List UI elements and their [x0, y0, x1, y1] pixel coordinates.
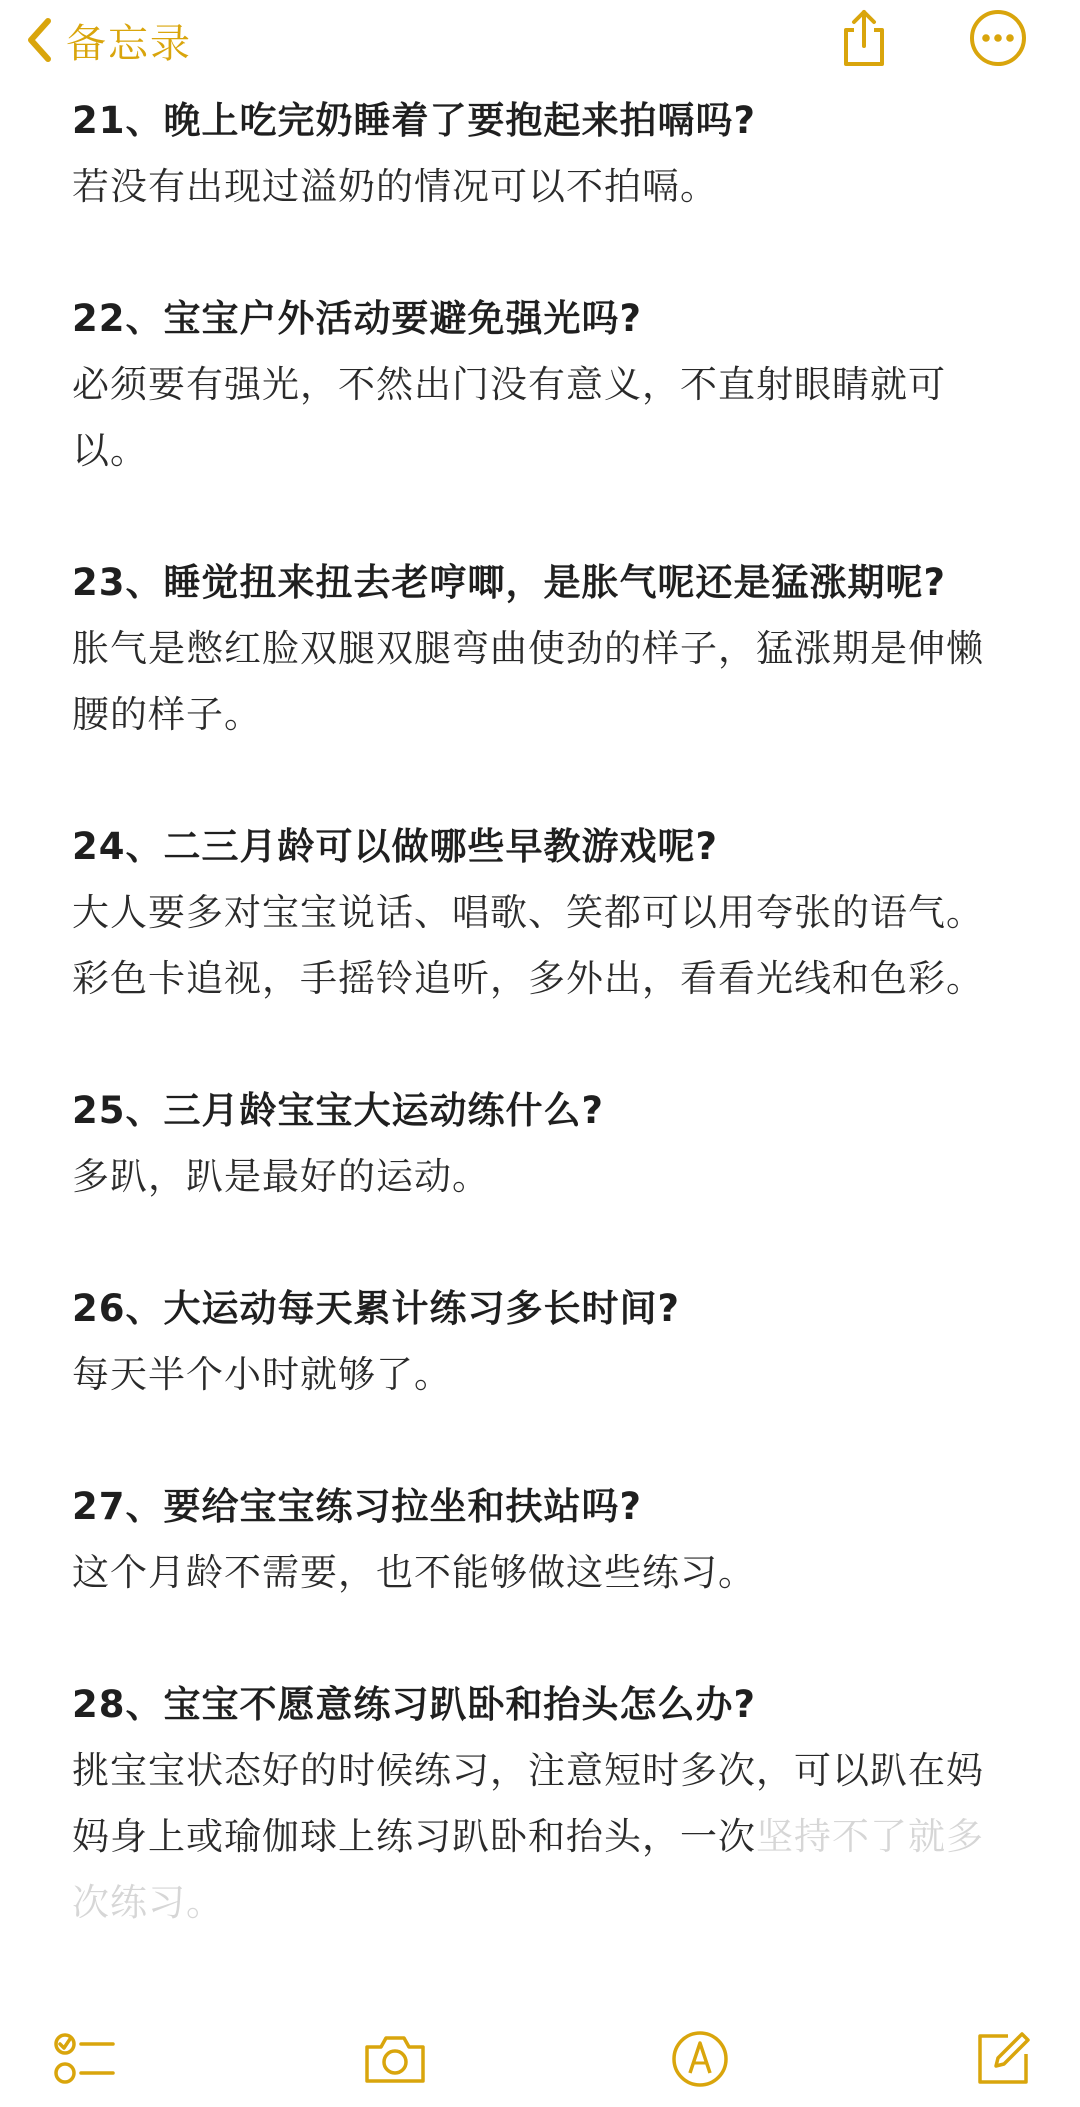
note-item: [72, 1276, 1012, 1408]
note-answer-text: 挑宝宝状态好的时候练习，注意短时多次，可以趴在妈妈身上或瑜伽球上练习趴卧和抬头，一次: [72, 1749, 984, 1858]
note-answer: [72, 1738, 1012, 1936]
share-button[interactable]: [832, 8, 896, 72]
note-answer-faded-text: 坚持不了就多次练习。: [72, 1815, 984, 1924]
checklist-icon: [53, 2029, 117, 2093]
back-label: 备忘录: [66, 20, 192, 67]
ellipsis-circle-icon: [969, 9, 1027, 71]
top-nav-bar: [0, 0, 1080, 80]
camera-button[interactable]: [360, 2026, 430, 2096]
note-question: 26、大运动每天累计练习多长时间?: [72, 1287, 680, 1330]
note-item: [72, 286, 1012, 484]
note-answer: 必须要有强光，不然出门没有意义，不直射眼睛就可以。: [72, 363, 946, 472]
note-content[interactable]: [72, 88, 1012, 2002]
note-question: 23、睡觉扭来扭去老哼唧，是胀气呢还是猛涨期呢?: [72, 561, 946, 604]
camera-icon: [361, 2031, 429, 2091]
note-question: 28、宝宝不愿意练习趴卧和抬头怎么办?: [72, 1683, 756, 1726]
note-question: 25、三月龄宝宝大运动练什么?: [72, 1089, 604, 1132]
checklist-button[interactable]: [50, 2026, 120, 2096]
back-button[interactable]: [26, 10, 192, 70]
note-item: [72, 1078, 1012, 1210]
note-question: 21、晚上吃完奶睡着了要抱起来拍嗝吗?: [72, 99, 756, 142]
note-answer: 每天半个小时就够了。: [72, 1353, 452, 1396]
markup-pen-icon: [670, 2029, 730, 2093]
note-item: [72, 1672, 1012, 1936]
note-question: 22、宝宝户外活动要避免强光吗?: [72, 297, 642, 340]
note-answer: 这个月龄不需要，也不能够做这些练习。: [72, 1551, 756, 1594]
note-question: 27、要给宝宝练习拉坐和扶站吗?: [72, 1485, 642, 1528]
markup-button[interactable]: [665, 2026, 735, 2096]
note-answer: 胀气是憋红脸双腿双腿弯曲使劲的样子，猛涨期是伸懒腰的样子。: [72, 627, 984, 736]
note-item: [72, 88, 1012, 220]
note-question: 24、二三月龄可以做哪些早教游戏呢?: [72, 825, 718, 868]
note-answer: 多趴，趴是最好的运动。: [72, 1155, 490, 1198]
note-item: [72, 814, 1012, 1012]
note-item: [72, 550, 1012, 748]
compose-icon: [972, 2028, 1034, 2094]
bottom-toolbar: [0, 2010, 1080, 2107]
note-answer: 若没有出现过溢奶的情况可以不拍嗝。: [72, 165, 718, 208]
more-button[interactable]: [966, 8, 1030, 72]
chevron-left-icon: [26, 17, 52, 63]
note-item: [72, 1474, 1012, 1606]
share-icon: [838, 8, 890, 72]
note-answer: 大人要多对宝宝说话、唱歌、笑都可以用夸张的语气。彩色卡追视，手摇铃追听，多外出，看看光线和色彩。: [72, 891, 984, 1000]
compose-button[interactable]: [968, 2026, 1038, 2096]
